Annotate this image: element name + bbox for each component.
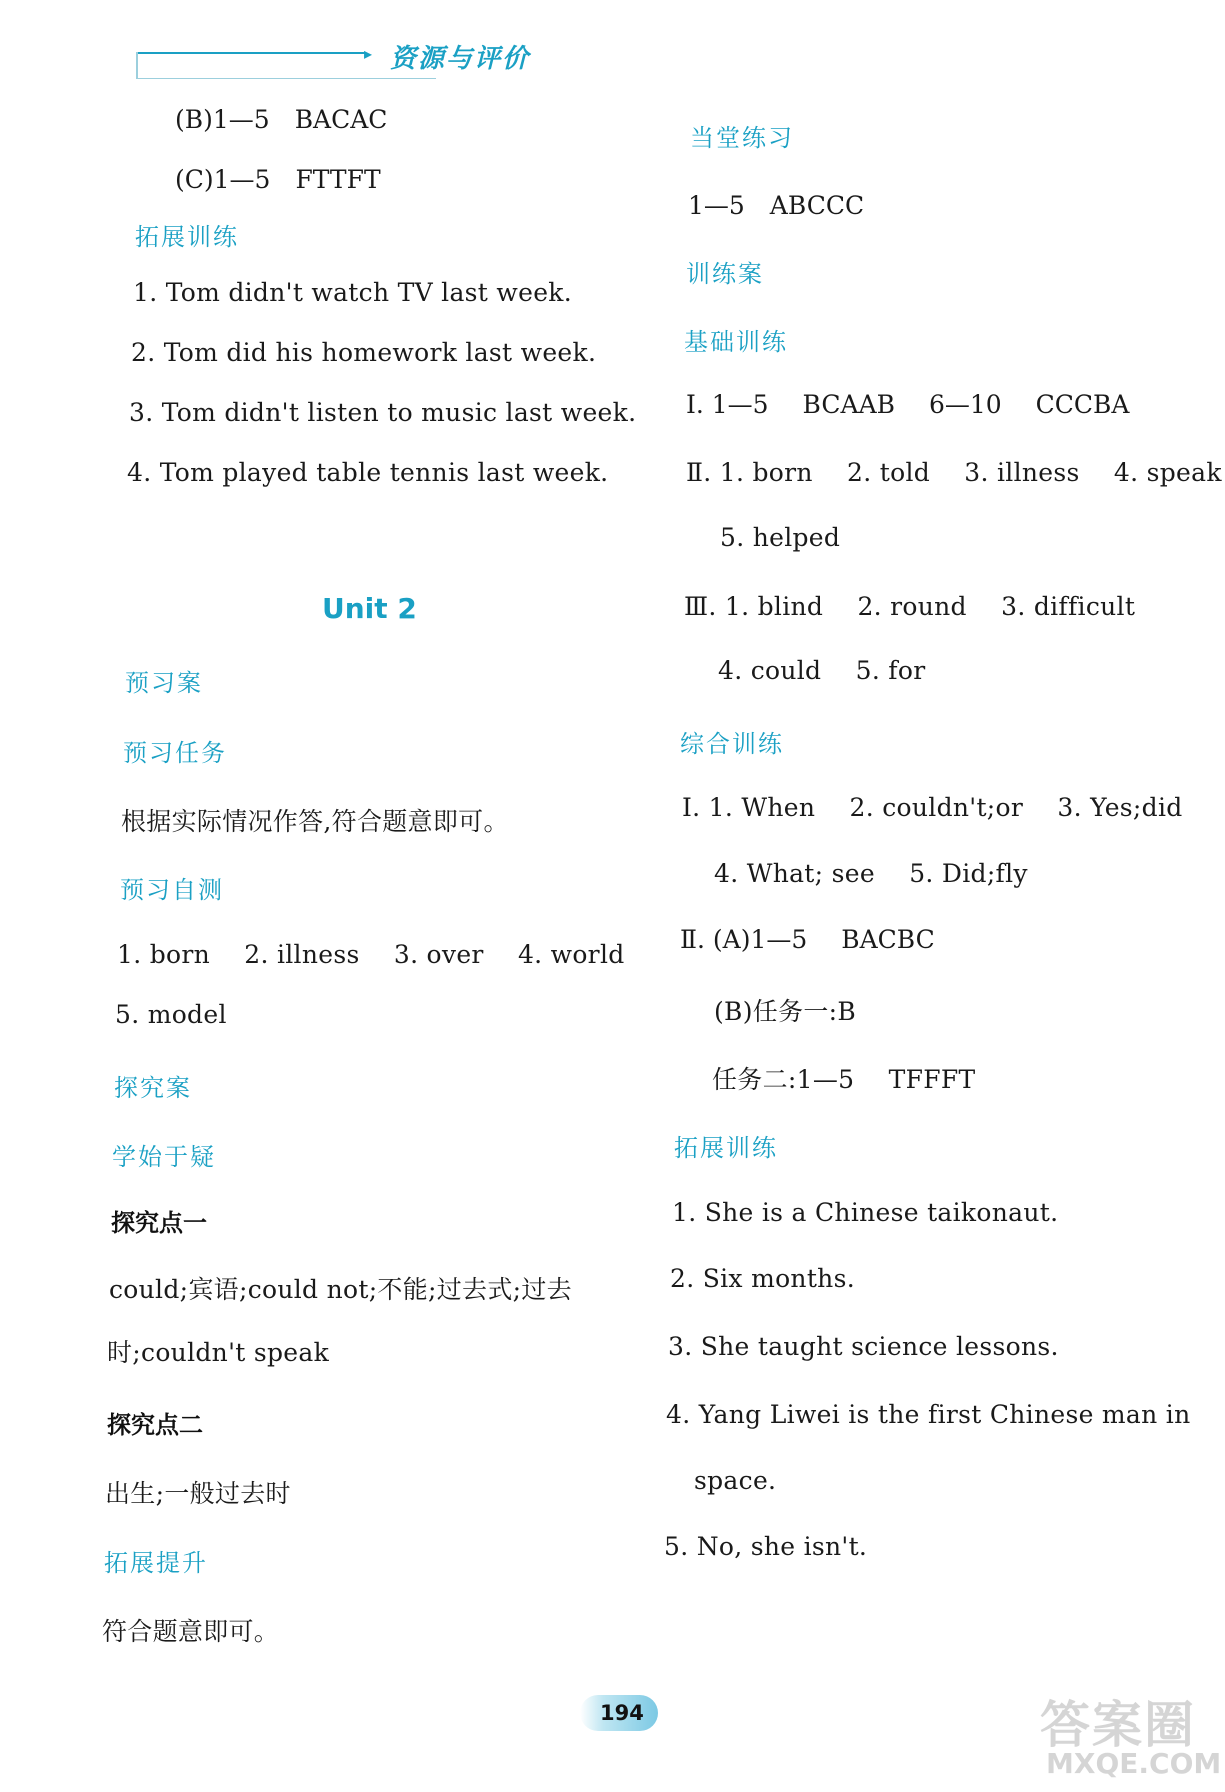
- zice-1: 1. born: [117, 940, 211, 969]
- section-xueshi-yuyi: 学始于疑: [112, 1143, 216, 1171]
- zonghe-i-1: Ⅰ. 1. When: [682, 793, 816, 822]
- tisheng-answer: 符合题意即可。: [102, 1617, 280, 1646]
- zonghe-i-5: 5. Did;fly: [909, 859, 1028, 888]
- dangtang-answer: 1—5 ABCCC: [688, 191, 865, 220]
- jichu-ii-1: Ⅱ. 1. born: [686, 458, 813, 487]
- zonghe-ii-task2-range: 任务二:1—5: [712, 1065, 855, 1094]
- right-tuozhan-item-3: 3. She taught science lessons.: [668, 1332, 1059, 1361]
- jichu-i-range-2: 6—10: [928, 390, 1002, 419]
- zonghe-ii-a-line: [680, 925, 935, 954]
- zonghe-ii-a-answer: BACBC: [841, 925, 935, 954]
- point-1-title: 探究点一: [111, 1209, 207, 1237]
- jichu-iii-4: 4. could: [718, 656, 822, 685]
- jichu-i-range-1: Ⅰ. 1—5: [686, 390, 769, 419]
- section-tuozhan-left: 拓展训练: [135, 223, 239, 251]
- header-rule: [136, 52, 366, 54]
- tuozhan-item-3: 3. Tom didn't listen to music last week.: [129, 398, 637, 427]
- zonghe-i-2: 2. couldn't;or: [849, 793, 1024, 822]
- jichu-iii-2: 2. round: [857, 592, 967, 621]
- jichu-ii-2: 2. told: [847, 458, 931, 487]
- jichu-iii-5: 5. for: [855, 656, 926, 685]
- jichu-ii-3: 3. illness: [964, 458, 1080, 487]
- page-number-badge: [580, 1695, 658, 1731]
- section-tuozhan-right: 拓展训练: [674, 1134, 778, 1162]
- section-tuozhan-tisheng: 拓展提升: [104, 1549, 208, 1577]
- section-zonghe: 综合训练: [680, 730, 784, 758]
- section-yuxi-an: 预习案: [125, 669, 203, 697]
- jichu-ii-line-2: 5. helped: [720, 523, 841, 552]
- answer-c-line: (C)1—5 FTTFT: [175, 165, 381, 194]
- zice-4: 4. world: [517, 940, 625, 969]
- zonghe-i-line-2: [714, 859, 1028, 888]
- zonghe-i-line-1: [682, 793, 1183, 822]
- right-tuozhan-item-5: 5. No, she isn't.: [664, 1532, 868, 1561]
- jichu-iii-line-2: [718, 656, 925, 685]
- jichu-i-line: [686, 390, 1129, 419]
- header-underline: [136, 78, 436, 79]
- section-yuxi-renwu: 预习任务: [123, 739, 227, 767]
- answer-b-line: (B)1—5 BACAC: [175, 105, 388, 134]
- jichu-iii-line-1: [684, 592, 1135, 621]
- zonghe-ii-task2-answer: TFFFT: [888, 1065, 976, 1094]
- tuozhan-item-1: 1. Tom didn't watch TV last week.: [133, 278, 572, 307]
- zice-2: 2. illness: [244, 940, 360, 969]
- right-tuozhan-item-2: 2. Six months.: [670, 1264, 855, 1293]
- header-arrow-icon: ▸: [364, 44, 373, 63]
- point-2-title: 探究点二: [107, 1411, 203, 1439]
- zice-line-1: [117, 940, 625, 969]
- watermark-url: MXQE.COM: [1046, 1747, 1222, 1780]
- point-1-line-1: could;宾语;could not;不能;过去式;过去: [109, 1275, 572, 1304]
- unit-title: Unit 2: [322, 592, 417, 625]
- section-xunlian-an: 训练案: [686, 260, 764, 288]
- header-tick: [136, 52, 138, 78]
- jichu-i-answer-2: CCCBA: [1035, 390, 1130, 419]
- section-jichu: 基础训练: [684, 328, 788, 356]
- right-tuozhan-item-1: 1. She is a Chinese taikonaut.: [672, 1198, 1059, 1227]
- page-header: [132, 38, 531, 82]
- zonghe-i-4: 4. What; see: [714, 859, 875, 888]
- tuozhan-item-4: 4. Tom played table tennis last week.: [127, 458, 609, 487]
- point-1-line-2: 时;couldn't speak: [107, 1338, 330, 1367]
- point-2-answer: 出生;一般过去时: [105, 1479, 291, 1508]
- section-dangtang: 当堂练习: [690, 124, 794, 152]
- zonghe-ii-task2-line: [712, 1060, 975, 1096]
- zonghe-ii-a-range: Ⅱ. (A)1—5: [680, 925, 808, 954]
- zice-3: 3. over: [393, 940, 484, 969]
- tuozhan-item-2: 2. Tom did his homework last week.: [131, 338, 597, 367]
- jichu-iii-1: Ⅲ. 1. blind: [684, 592, 824, 621]
- yuxi-renwu-answer: 根据实际情况作答,符合题意即可。: [121, 807, 509, 836]
- watermark: [1040, 1685, 1220, 1790]
- zonghe-i-3: 3. Yes;did: [1057, 793, 1183, 822]
- jichu-ii-4: 4. speak: [1113, 458, 1222, 487]
- zonghe-ii-b-line: (B)任务一:B: [714, 997, 857, 1026]
- section-tanjiu-an: 探究案: [114, 1074, 192, 1102]
- jichu-iii-3: 3. difficult: [1001, 592, 1136, 621]
- right-tuozhan-item-4-cont: space.: [694, 1466, 777, 1495]
- page-number: 194: [600, 1701, 644, 1725]
- section-yuxi-zice: 预习自测: [120, 876, 224, 904]
- zice-line-2: 5. model: [115, 1000, 227, 1029]
- right-tuozhan-item-4: 4. Yang Liwei is the first Chinese man in: [666, 1400, 1191, 1429]
- jichu-ii-line-1: [686, 458, 1222, 487]
- header-title: 资源与评价: [390, 44, 531, 74]
- jichu-i-answer-1: BCAAB: [802, 390, 895, 419]
- watermark-logo-text: 答案圈: [1040, 1696, 1196, 1754]
